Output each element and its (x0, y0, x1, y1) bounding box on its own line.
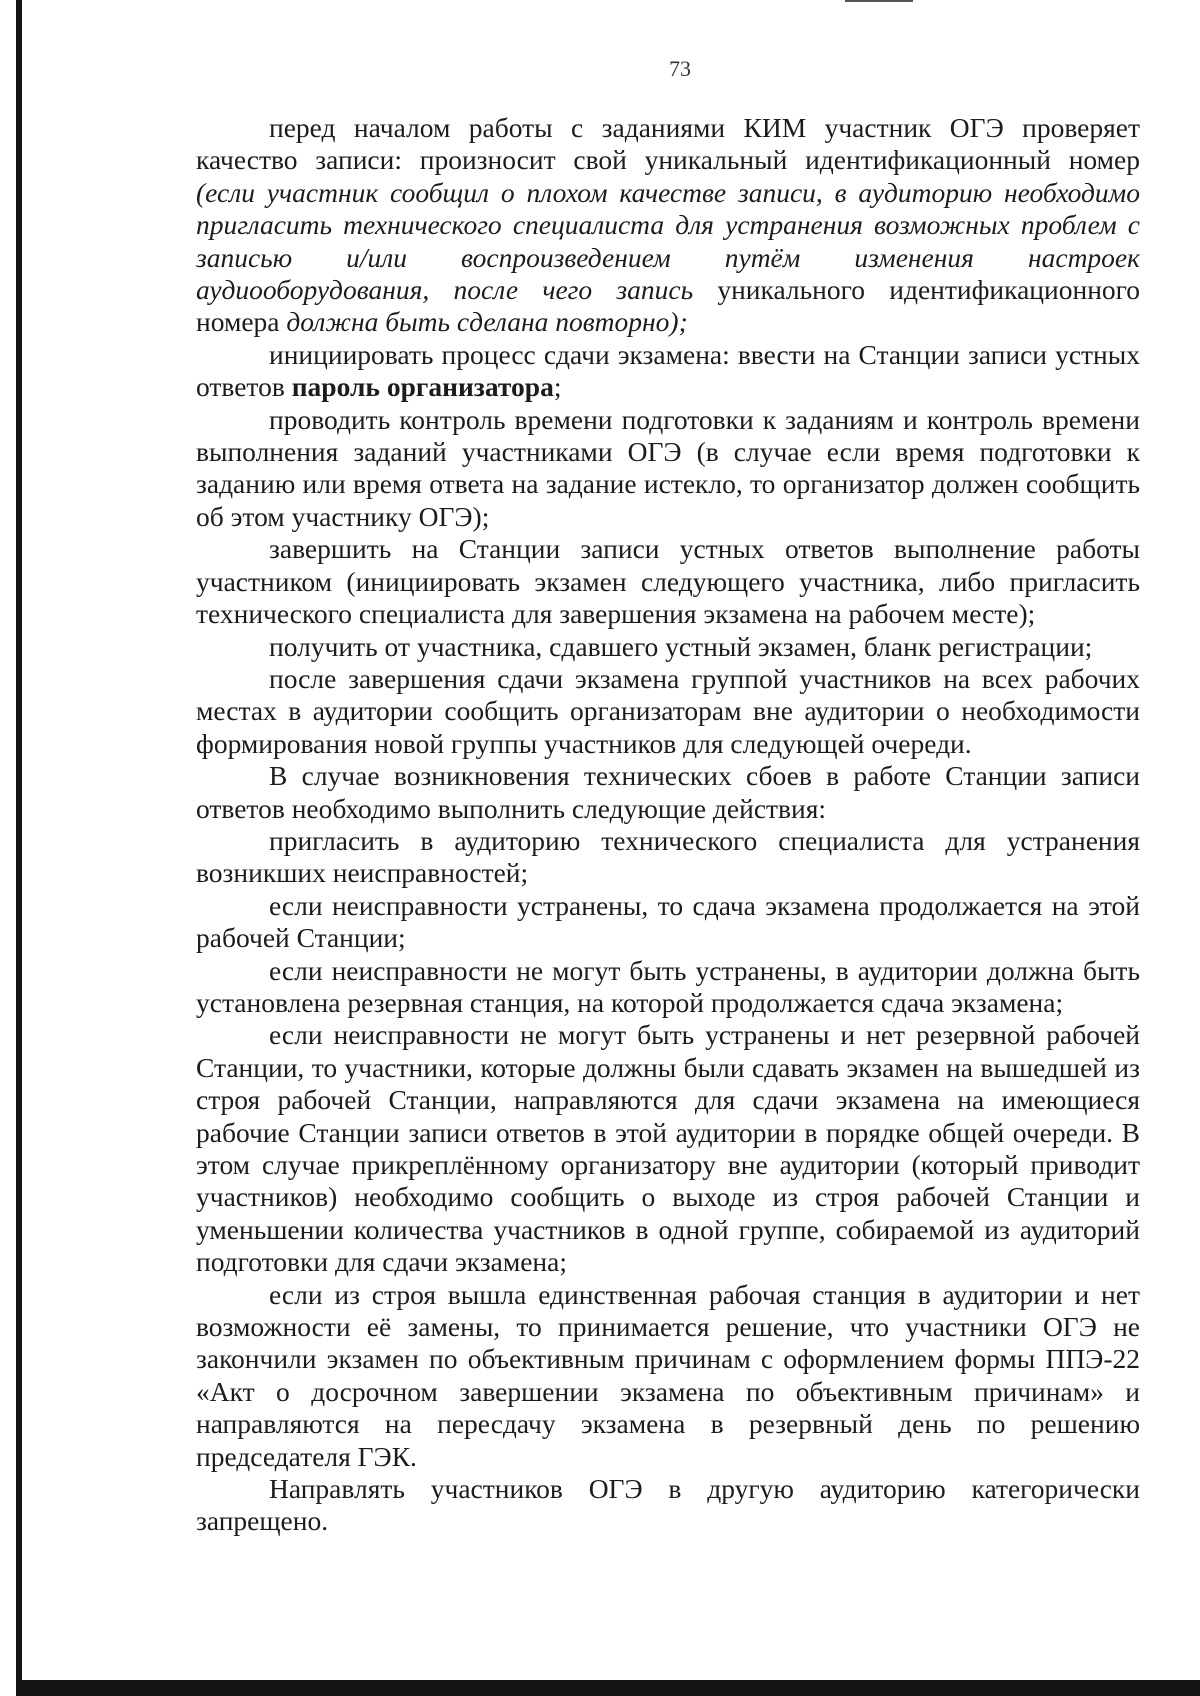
paragraph-prohibition: Направлять участников ОГЭ в другую аудиторию категорически запрещено. (196, 1473, 1140, 1537)
scan-mark-top (845, 0, 913, 2)
paragraph-fixed: если неисправности устранены, то сдача экзамена продолжается на этой рабочей Станции; (196, 889, 1140, 954)
text-run: уникального идентификационного номера (196, 274, 1141, 338)
bold-run: пароль организатора (291, 371, 554, 403)
paragraph-invite-specialist: пригласить в аудиторию технического специалиста для устранения возникших неисправностей; (196, 824, 1140, 889)
paragraph-no-reserve: если неисправности не могут быть устранены и нет резервной рабочей Станции, то участники, которые должны были сдавать экзамен на вышедшей из строя рабочей Станции, направляются для сдачи экзамена на имеющиеся рабочие Станции записи ответов в этой аудитории в порядке общей очереди. В этом случае прикреплённому организатору вне аудитории (который приводит участников) необходимо сообщить о выходе из строя рабочей Станции и уменьшении количества участников в одной группе, собираемой из аудиторий подготовки для сдачи экзамена; (196, 1019, 1140, 1278)
paragraph-start-exam (196, 339, 1140, 404)
paragraph-next-group: после завершения сдачи экзамена группой участников на всех рабочих местах в аудитории сообщить организаторам вне аудитории о необходимости формирования новой группы участников для следующей очереди. (196, 662, 1140, 759)
scan-edge-bottom (16, 1680, 1200, 1696)
page-number: 73 (669, 56, 691, 81)
italic-run: должна быть сделана повторно); (286, 306, 688, 338)
text-run: перед началом работы с заданиями КИМ участник ОГЭ проверяет качество записи: произносит свой уникальный идентификационный номер (196, 112, 1140, 176)
paragraph-check-recording (196, 112, 1140, 339)
paragraph-receive-form: получить от участника, сдавшего устный экзамен, бланк регистрации; (269, 630, 1093, 662)
paragraph-technical-failures: В случае возникновения технических сбоев в работе Станции записи ответов необходимо выполнить следующие действия: (196, 760, 1140, 824)
italic-run: (если участник сообщил о плохом качестве записи, в аудиторию необходимо пригласить технического специалиста для устранения возможных проблем с записью и/или воспроизведением путём изменения настроек аудиооборудования, после чего запись (196, 176, 1140, 306)
page-body (196, 112, 1140, 1538)
text-run: инициировать процесс сдачи экзамена: ввести на Станции записи устных ответов (196, 338, 1140, 403)
paragraph-finish-work: завершить на Станции записи устных ответов выполнение работы участником (инициировать экзамен следующего участника, либо пригласить технического специалиста для завершения экзамена на рабочем месте); (196, 533, 1140, 630)
paragraph-single-station-failed: если из строя вышла единственная рабочая станция в аудитории и нет возможности её замены, то принимается решение, что участники ОГЭ не закончили экзамен по объективным причинам с оформлением формы ППЭ-22 «Акт о досрочном завершении экзамена по объективным причинам» и направляются на пересдачу экзамена в резервный день по решению председателя ГЭК. (196, 1278, 1140, 1472)
scan-edge-left (16, 0, 22, 1696)
paragraph-reserve-station: если неисправности не могут быть устранены, в аудитории должна быть установлена резервная станция, на которой продолжается сдача экзамена; (196, 954, 1140, 1018)
text-run: ; (553, 371, 562, 403)
paragraph-time-control: проводить контроль времени подготовки к заданиям и контроль времени выполнения заданий участниками ОГЭ (в случае если время подготовки к заданию или время ответа на задание истекло, то организатор должен сообщить об этом участнику ОГЭ); (196, 403, 1140, 532)
